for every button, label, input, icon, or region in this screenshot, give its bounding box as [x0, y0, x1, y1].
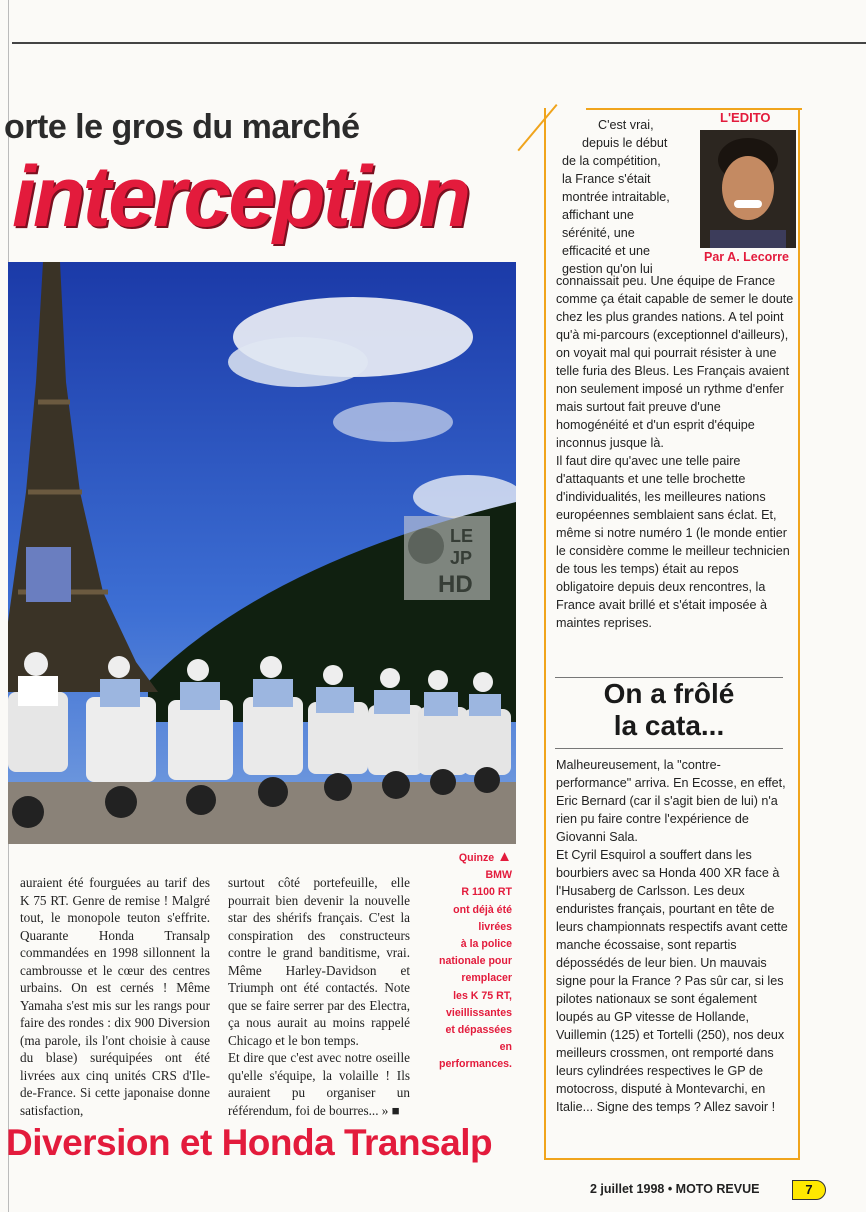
column-2-text-a: surtout côté portefeuille, elle pourrait bien devenir la nouvelle star des shérifs français. C'est la conspiration des constructeurs contre le grand banditisme, vrai. Même Harley-Davidson et Triumph ont été contactés. Note que se faire serrer par des Electra, ça nous aurait au moins rappelé Chicago et le bon temps. [228, 875, 410, 1048]
edito-intro-line-4: montrée intraitable, [562, 190, 670, 204]
edito-intro-line-6: sérénité, une [562, 226, 635, 240]
article-column-2 [228, 874, 410, 1119]
caption-line-4: livrées [478, 920, 512, 933]
author-portrait [700, 130, 796, 248]
article-title: interception [12, 149, 469, 245]
edito-body-paragraph-4: Et Cyril Esquirol a souffert dans les bourbiers avec sa Honda 400 XR face à l'Husaberg de Carlsson. Les deux enduristes français, pourtant en tête de leurs championnats respectifs avant cette manche écossaise, sont repartis dépossédés de leur bien. Un mauvais signe pour la France ? Pas sûr car, si les pilotes nationaux se sont également loupés au GP vitesse de Hollande, Vuillemin (125) et Tortelli (250), nos deux meilleurs crossmen, ont remporté dans leurs cylindrées respectives le GP de motocross, disputé à Montevarchi, en Italie... Signe des temps ? Allez savoir ! [556, 848, 788, 1114]
edito-intro-line-1: depuis le début [582, 136, 668, 150]
caption-line-12: performances. [438, 1058, 512, 1071]
caption-line-8: les K 75 RT, [453, 989, 512, 1002]
caption-line-3: ont déjà été [453, 903, 512, 916]
edito-intro-line-7: efficacité et une [562, 244, 650, 258]
column-2-text-b: Et dire que c'est avec notre oseille qu'elle s'équipe, la volaille ! Ils auraient pu organiser un référendum, foi de bourres... » [228, 1050, 410, 1118]
caption-line-10: et dépassées [445, 1024, 512, 1037]
article-column-1 [20, 874, 210, 1119]
caption-line-5: à la police [460, 938, 512, 951]
caption-line-9: vieillissantes [446, 1006, 512, 1019]
edito-intro-line-5: affichant une [562, 208, 634, 222]
edito-label: L'EDITO [720, 110, 771, 125]
caption-line-7: remplacer [461, 972, 512, 985]
watermark-line2: JP [450, 548, 473, 568]
edito-body-paragraph-2: Il faut dire qu'avec une telle paire d'attaquants et une telle brochette d'individualités, les meilleures nations européennes semblaient sans éclat. Et, même si notre numéro 1 (le monde entier le considère comme le meilleur technicien de tous les temps) était au repos obligatoire depuis deux rencontres, la France avait brillé et s'était imposée à maintes reprises. [556, 454, 790, 630]
caption-triangle-icon: ▲ [497, 848, 512, 865]
edito-bottom-body [556, 756, 794, 1116]
photo-caption [422, 848, 512, 1074]
footer-date-magazine: 2 juillet 1998 • MOTO REVUE [590, 1182, 760, 1196]
edito-intro [562, 116, 696, 278]
article-subtitle: Diversion et Honda Transalp [6, 1122, 493, 1163]
subhead-bottom-rule [555, 748, 783, 749]
watermark-logo [404, 516, 490, 600]
article-headline: orte le gros du marché [4, 108, 360, 146]
page-number-badge: 7 [792, 1180, 826, 1200]
caption-line-11: en [499, 1041, 512, 1054]
edito-body-paragraph-1: connaissait peu. Une équipe de France comme ça était capable de semer le doute chez les plus grandes nations. A tel point qu'à mi-parcours (exceptionnel d'ailleurs), on voyait mal qui pourrait résister à une telle furia des Bleus. Les Français avaient non seulement imposé un rythme d'enfer mais surtout fait preuve d'une homogénéité et d'un esprit d'équipe inconnus jusque là. [556, 274, 794, 450]
edito-intro-line-8: gestion qu'on lui [562, 262, 653, 276]
caption-line-6: nationale pour [439, 955, 512, 968]
watermark-line3: HD [438, 571, 473, 598]
edito-body [556, 272, 796, 632]
edito-subhead-line-2: la cata... [613, 710, 725, 741]
caption-line-2: R 1100 RT [461, 886, 512, 899]
edito-intro-line-3: la France s'était [562, 172, 651, 186]
edito-intro-line-0: C'est vrai, [598, 118, 654, 132]
edito-intro-line-2: de la compétition, [562, 154, 661, 168]
edito-body-paragraph-3: Malheureusement, la "contre-performance" arriva. En Ecosse, en effet, Eric Bernard (car il s'agit bien de lui) n'a rien pu faire contre l'expérience de Giovanni Sala. [556, 758, 786, 844]
watermark-line1: LE [450, 526, 474, 546]
end-mark: ■ [391, 1102, 400, 1118]
edito-author: Par A. Lecorre [704, 250, 789, 264]
edito-subhead [555, 678, 783, 742]
column-1-text: auraient été fourguées au tarif des K 75 RT. Genre de remise ! Malgré tout, le monopole teuton s'effrite. Quarante Honda Transalp commandées en 1998 sillonnent la cambrousse et le cœur des centres urbains. On est cernés ! Même Yamaha s'est mis sur les rangs pour faire des rondes : dix 900 Diversion (ma parole, ils l'ont choisie à cause du blase) suréquipées ont été livrées aux cinq unités CRS d'Ile-de-France. Si cette japonaise donne satisfaction, [20, 875, 210, 1118]
top-rule [12, 42, 866, 44]
caption-line-1: BMW [485, 869, 512, 882]
caption-line-0: Quinze [458, 852, 495, 864]
edito-subhead-line-1: On a frôlé [603, 678, 735, 709]
